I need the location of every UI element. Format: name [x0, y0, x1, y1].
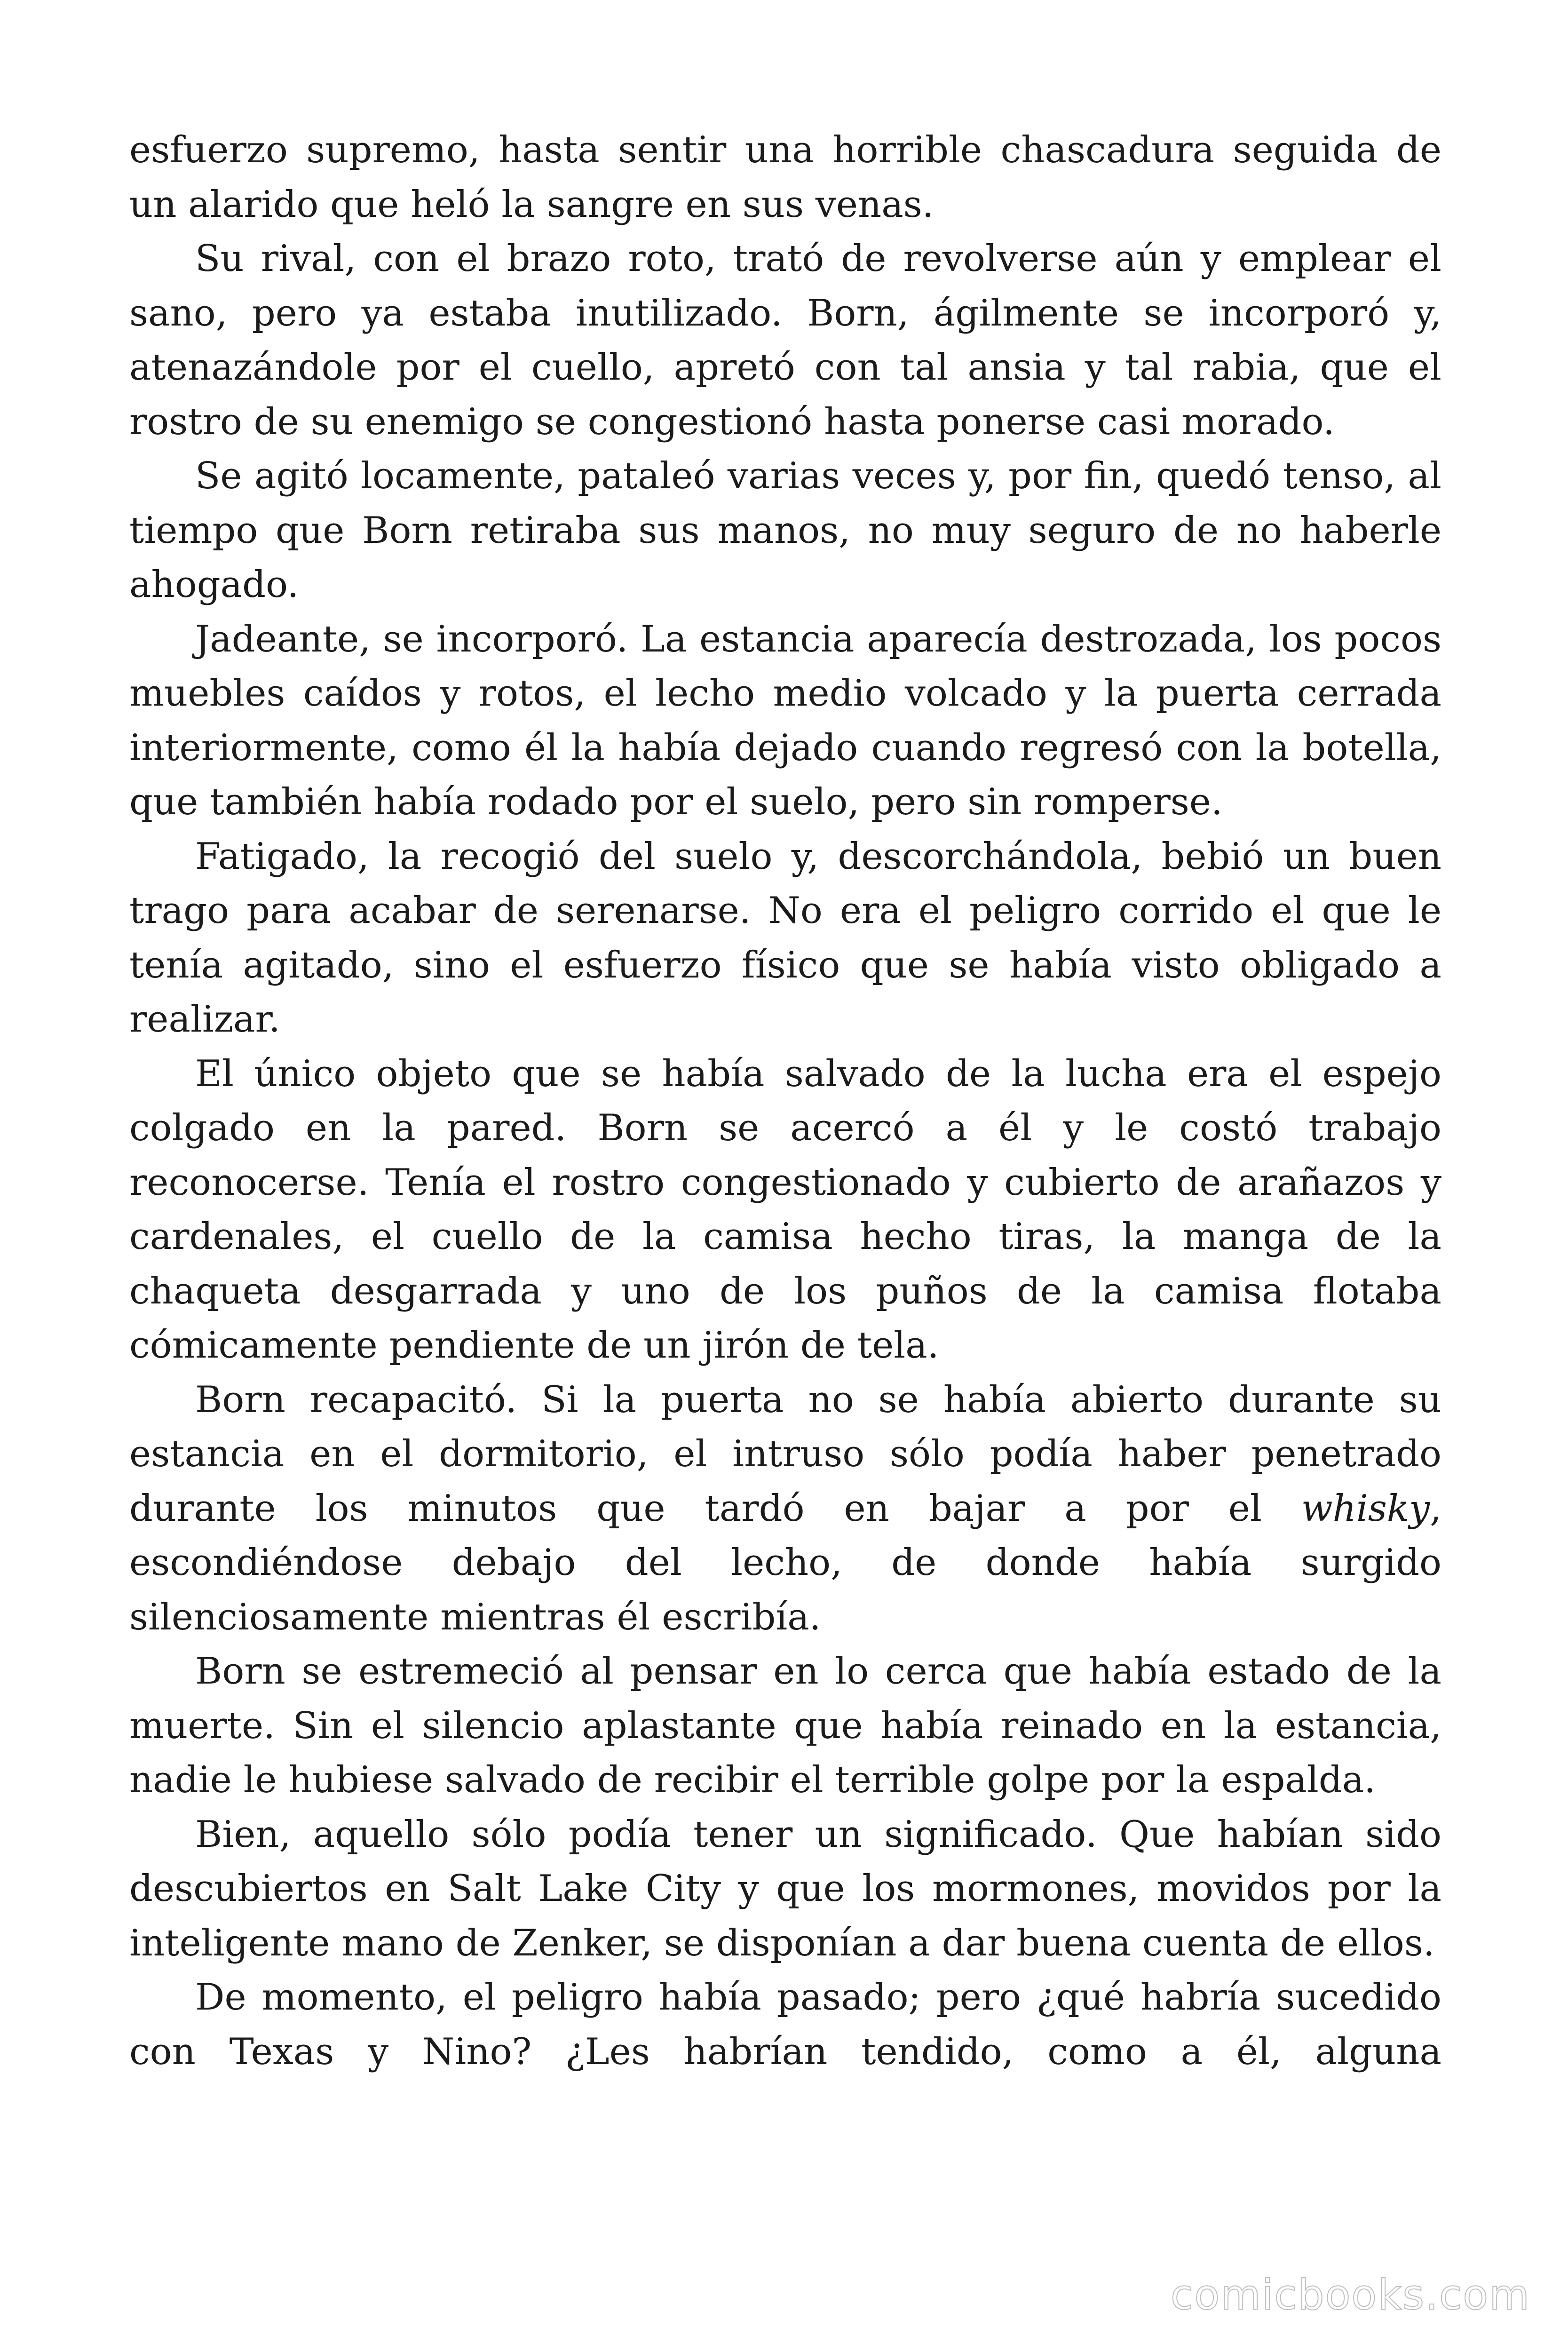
paragraph: Born se estremeció al pensar en lo cerca que había estado de la muerte. Sin el silencio aplastante que había reinado en la estancia, nadie le hubiese salvado de recibir el terrible golpe por la espalda. [129, 1650, 1441, 1801]
paragraph: Jadeante, se incorporó. La estancia aparecía destrozada, los pocos muebles caídos y rotos, el lecho medio volcado y la puerta cerrada interiormente, como él la había dejado cuando regresó con la botella, que también había rodado por el suelo, pero sin romperse. [129, 618, 1441, 823]
paragraph: El único objeto que se había salvado de la lucha era el espejo colgado en la pared. Born se acercó a él y le costó trabajo reconocerse. Tenía el rostro congestionado y cubierto de arañazos y cardenales, el cuello de la camisa hecho tiras, la manga de la chaqueta desgarrada y uno de los puños de la camisa flotaba cómicamente pendiente de un jirón de tela. [129, 1052, 1441, 1367]
paragraph: Fatigado, la recogió del suelo y, descorchándola, bebió un buen trago para acabar de serenarse. No era el peligro corrido el que le tenía agitado, sino el esfuerzo físico que se había visto obligado a realizar. [129, 835, 1441, 1041]
italic-word: whisky [1301, 1487, 1430, 1530]
paragraph: Su rival, con el brazo roto, trató de revolverse aún y emplear el sano, pero ya estaba inutilizado. Born, ágilmente se incorporó y, atenazándole por el cuello, apretó con tal ansia y tal rabia, que el rostro de su enemigo se congestionó hasta ponerse casi morado. [129, 238, 1441, 443]
paragraph-continued: esfuerzo supremo, hasta sentir una horrible chascadura seguida de un alarido que heló la sangre en sus venas. [129, 129, 1441, 226]
watermark: comicbooks.com [1170, 2271, 1530, 2319]
body-text [129, 123, 1441, 2079]
paragraph: Se agitó locamente, pataleó varias veces y, por fin, quedó tenso, al tiempo que Born retiraba sus manos, no muy seguro de no haberle ahogado. [129, 455, 1441, 606]
paragraph [129, 1373, 1441, 1645]
paragraph-text: Born recapacitó. Si la puerta no se había abierto durante su estancia en el dormitorio, el intruso sólo podía haber penetrado durante los minutos que tardó en bajar a por el [129, 1378, 1441, 1530]
paragraph-last: De momento, el peligro había pasado; pero ¿qué habría sucedido con Texas y Nino? ¿Les habrían tendido, como a él, alguna [129, 1976, 1441, 2073]
paragraph: Bien, aquello sólo podía tener un significado. Que habían sido descubiertos en Salt Lake City y que los mormones, movidos por la inteligente mano de Zenker, se disponían a dar buena cuenta de ellos. [129, 1813, 1441, 1964]
paragraph-text: , escondiéndose debajo del lecho, de donde había surgido silenciosamente mientras él escribía. [129, 1487, 1441, 1638]
